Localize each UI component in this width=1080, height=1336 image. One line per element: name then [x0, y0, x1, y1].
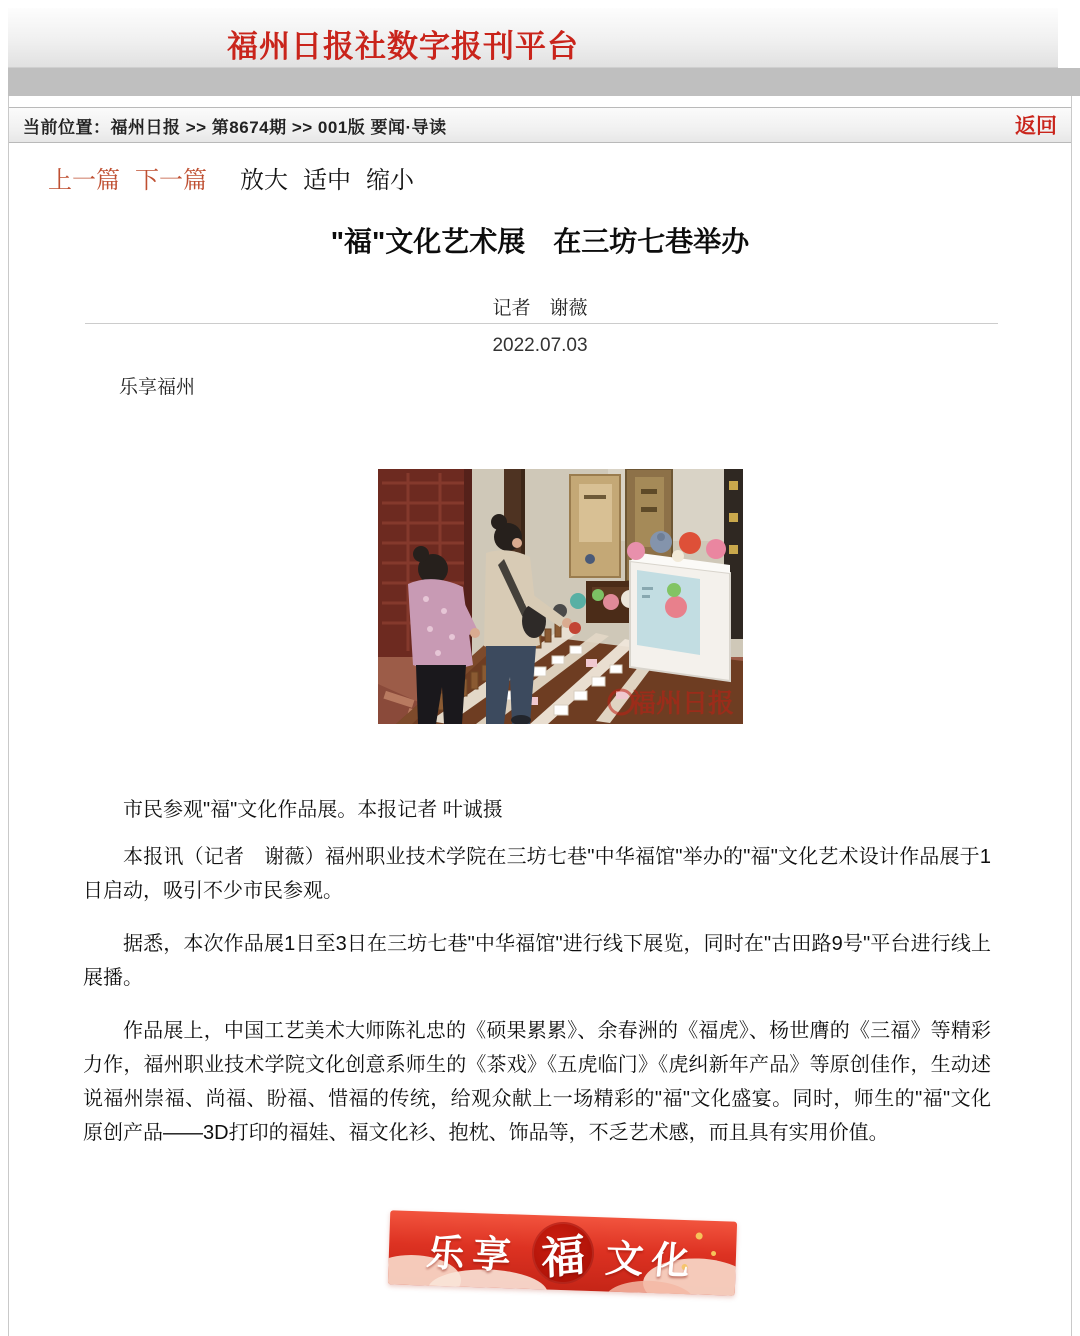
zoom-out-link[interactable]: 缩小 — [366, 167, 414, 194]
article-column-tag: 乐享福州 — [119, 377, 196, 398]
article-byline: 记者 谢薇 — [492, 298, 588, 319]
banner-background — [388, 1210, 737, 1295]
footer-banner — [383, 1210, 743, 1306]
banner-text-right: 文化 — [603, 1237, 699, 1283]
prev-article-link[interactable]: 上一篇 — [48, 167, 120, 194]
photo-watermark: 福州日报 — [629, 688, 734, 718]
banner-text-left: 乐享 — [425, 1232, 521, 1278]
zoom-fit-link[interactable]: 适中 — [303, 167, 351, 194]
back-button[interactable]: 返回 — [1015, 115, 1057, 138]
breadcrumb: 当前位置：福州日报 >> 第8674期 >> 001版 要闻·导读 — [23, 117, 447, 137]
platform-title: 福州日报社数字报刊平台 — [227, 29, 579, 64]
article-paragraph: 据悉，本次作品展1日至3日在三坊七巷"中华福馆"进行线下展览，同时在"古田路9号"平台进行线上展播。 — [83, 933, 991, 989]
masthead — [8, 8, 1058, 68]
article-date: 2022.07.03 — [492, 335, 588, 356]
next-article-link[interactable]: 下一篇 — [135, 167, 207, 194]
header-divider-band — [8, 68, 1080, 96]
article-body — [83, 840, 991, 1169]
banner-fu-seal — [530, 1221, 594, 1285]
breadcrumb-bar — [9, 107, 1071, 143]
article-toolbar — [48, 160, 429, 195]
byline-divider — [85, 323, 998, 324]
article-paragraph: 作品展上，中国工艺美术大师陈礼忠的《硕果累累》、余春洲的《福虎》、杨世膺的《三福》等精彩力作，福州职业技术学院文化创意系师生的《茶戏》《五虎临门》《虎纠新年产品》等原创佳作，生动述说福州崇福、尚福、盼福、惜福的传统，给观众献上一场精彩的"福"文化盛宴。同时，师生的"福"文化原创产品——3D打印的福娃、福文化衫、抱枕、饰品等，不乏艺术感，而且具有实用价值。 — [83, 1020, 991, 1144]
article-photo — [378, 469, 743, 724]
article-photo-scene — [378, 469, 743, 724]
photo-caption: 市民参观"福"文化作品展。本报记者 叶诚摄 — [123, 799, 503, 821]
zoom-in-link[interactable]: 放大 — [240, 167, 288, 194]
article-title: "福"文化艺术展 在三坊七巷举办 — [330, 226, 750, 257]
article-paragraph: 本报讯（记者 谢薇）福州职业技术学院在三坊七巷"中华福馆"举办的"福"文化艺术设计作品展于1日启动，吸引不少市民参观。 — [83, 846, 991, 902]
banner-fu-character: 福 — [539, 1230, 586, 1285]
content-box — [8, 96, 1072, 1336]
banner-text-row — [388, 1210, 737, 1295]
